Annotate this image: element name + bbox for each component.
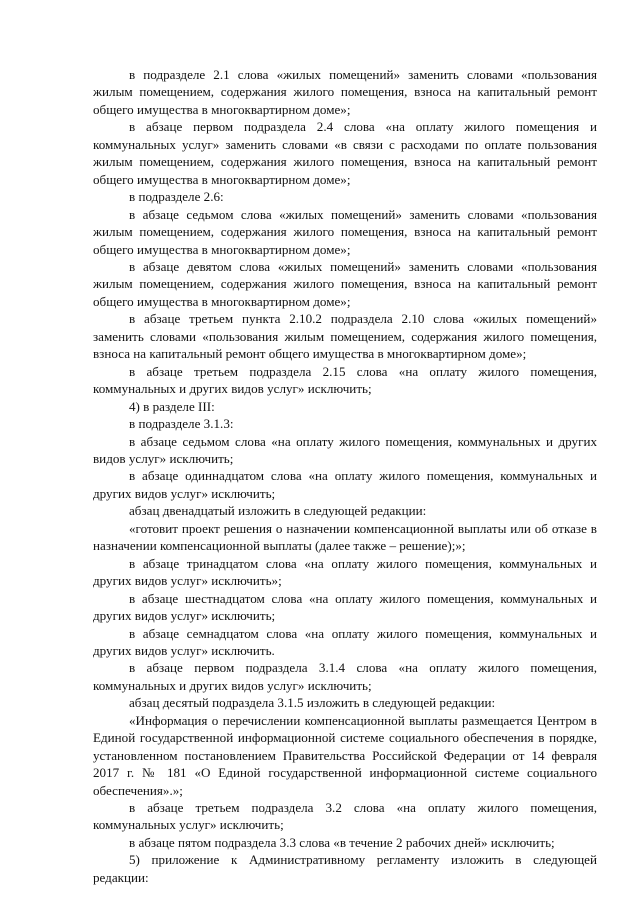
paragraph-3-3: в абзаце пятом подраздела 3.3 слова «в течение 2 рабочих дней» исключить; xyxy=(129,834,555,850)
document-body xyxy=(93,66,597,886)
paragraph-subsection-2-6-heading: в подразделе 2.6: xyxy=(129,189,224,205)
paragraph-subsection-3-1-3-heading: в подразделе 3.1.3: xyxy=(129,416,234,432)
paragraph-3-1-3-seventeenth: в абзаце семнадцатом слова «на оплату жилого помещения, коммунальных и других видов услуг» исключить. xyxy=(93,625,597,658)
paragraph-section-3-heading: 4) в разделе III: xyxy=(129,398,215,414)
paragraph-3-1-3-thirteenth: в абзаце тринадцатом слова «на оплату жилого помещения, коммунальных и других видов услуг» исключить»; xyxy=(93,555,597,589)
paragraph-subsection-2-4: в абзаце первом подраздела 2.4 слова «на оплату жилого помещения и коммунальных услуг» заменить словами «в связи с расходами по оплате пользования жилым помещением, содержания жилого помещения, взноса на капитальный ремонт общего имущества в многоквартирном доме»; xyxy=(93,119,597,187)
paragraph-2-10-2: в абзаце третьем пункта 2.10.2 подраздела 2.10 слова «жилых помещений» заменить словами «пользования жилым помещением, содержания жилого помещения, взноса на капитальный ремонт общего имущества в многоквартирном доме»; xyxy=(93,311,597,362)
paragraph-3-1-3-sixteenth: в абзаце шестнадцатом слова «на оплату жилого помещения, коммунальных и других видов услуг» исключить; xyxy=(93,590,597,624)
paragraph-3-2: в абзаце третьем подраздела 3.2 слова «на оплату жилого помещения, коммунальных услуг» исключить; xyxy=(93,800,597,833)
paragraph-subsection-2-1: в подразделе 2.1 слова «жилых помещений» заменить словами «пользования жилым помещением, содержания жилого помещения, взноса на капитальный ремонт общего имущества в многоквартирном доме»; xyxy=(93,67,597,117)
paragraph-2-6-seventh: в абзаце седьмом слова «жилых помещений» заменить словами «пользования жилым помещением, содержания жилого помещения, взноса на капитальный ремонт общего имущества в многоквартирном доме»; xyxy=(93,206,597,257)
paragraph-3-1-4: в абзаце первом подраздела 3.1.4 слова «на оплату жилого помещения, коммунальных и других видов услуг» исключить; xyxy=(93,660,597,693)
paragraph-3-1-3-twelfth-intro: абзац двенадцатый изложить в следующей редакции: xyxy=(129,503,427,519)
paragraph-3-1-3-eleventh: в абзаце одиннадцатом слова «на оплату жилого помещения, коммунальных и других видов услуг» исключить; xyxy=(93,468,597,501)
paragraph-3-1-3-seventh: в абзаце седьмом слова «на оплату жилого помещения, коммунальных и других видов услуг» исключить; xyxy=(93,433,597,466)
paragraph-3-1-5-text: «Информация о перечислении компенсационной выплаты размещается Центром в Единой государственной информационной системе социального обеспечения в порядке, установленном постановлением Правительства Российской Федерации от 14 февраля 2017 г. № 181 «О Единой государственной информационной системе социального обеспечения».»; xyxy=(93,712,597,798)
paragraph-2-6-ninth: в абзаце девятом слова «жилых помещений» заменить словами «пользования жилым помещением, содержания жилого помещения, взноса на капитальный ремонт общего имущества в многоквартирном доме»; xyxy=(93,258,597,309)
paragraph-3-1-3-twelfth-text: «готовит проект решения о назначении компенсационной выплаты или об отказе в назначении компенсационной выплаты (далее также – решение);»; xyxy=(93,520,597,554)
paragraph-2-15: в абзаце третьем подраздела 2.15 слова «на оплату жилого помещения, коммунальных и других видов услуг» исключить; xyxy=(93,363,597,397)
paragraph-appendix: 5) приложение к Административному регламенту изложить в следующей редакции: xyxy=(93,852,597,885)
paragraph-3-1-5-intro: абзац десятый подраздела 3.1.5 изложить в следующей редакции: xyxy=(129,695,496,711)
